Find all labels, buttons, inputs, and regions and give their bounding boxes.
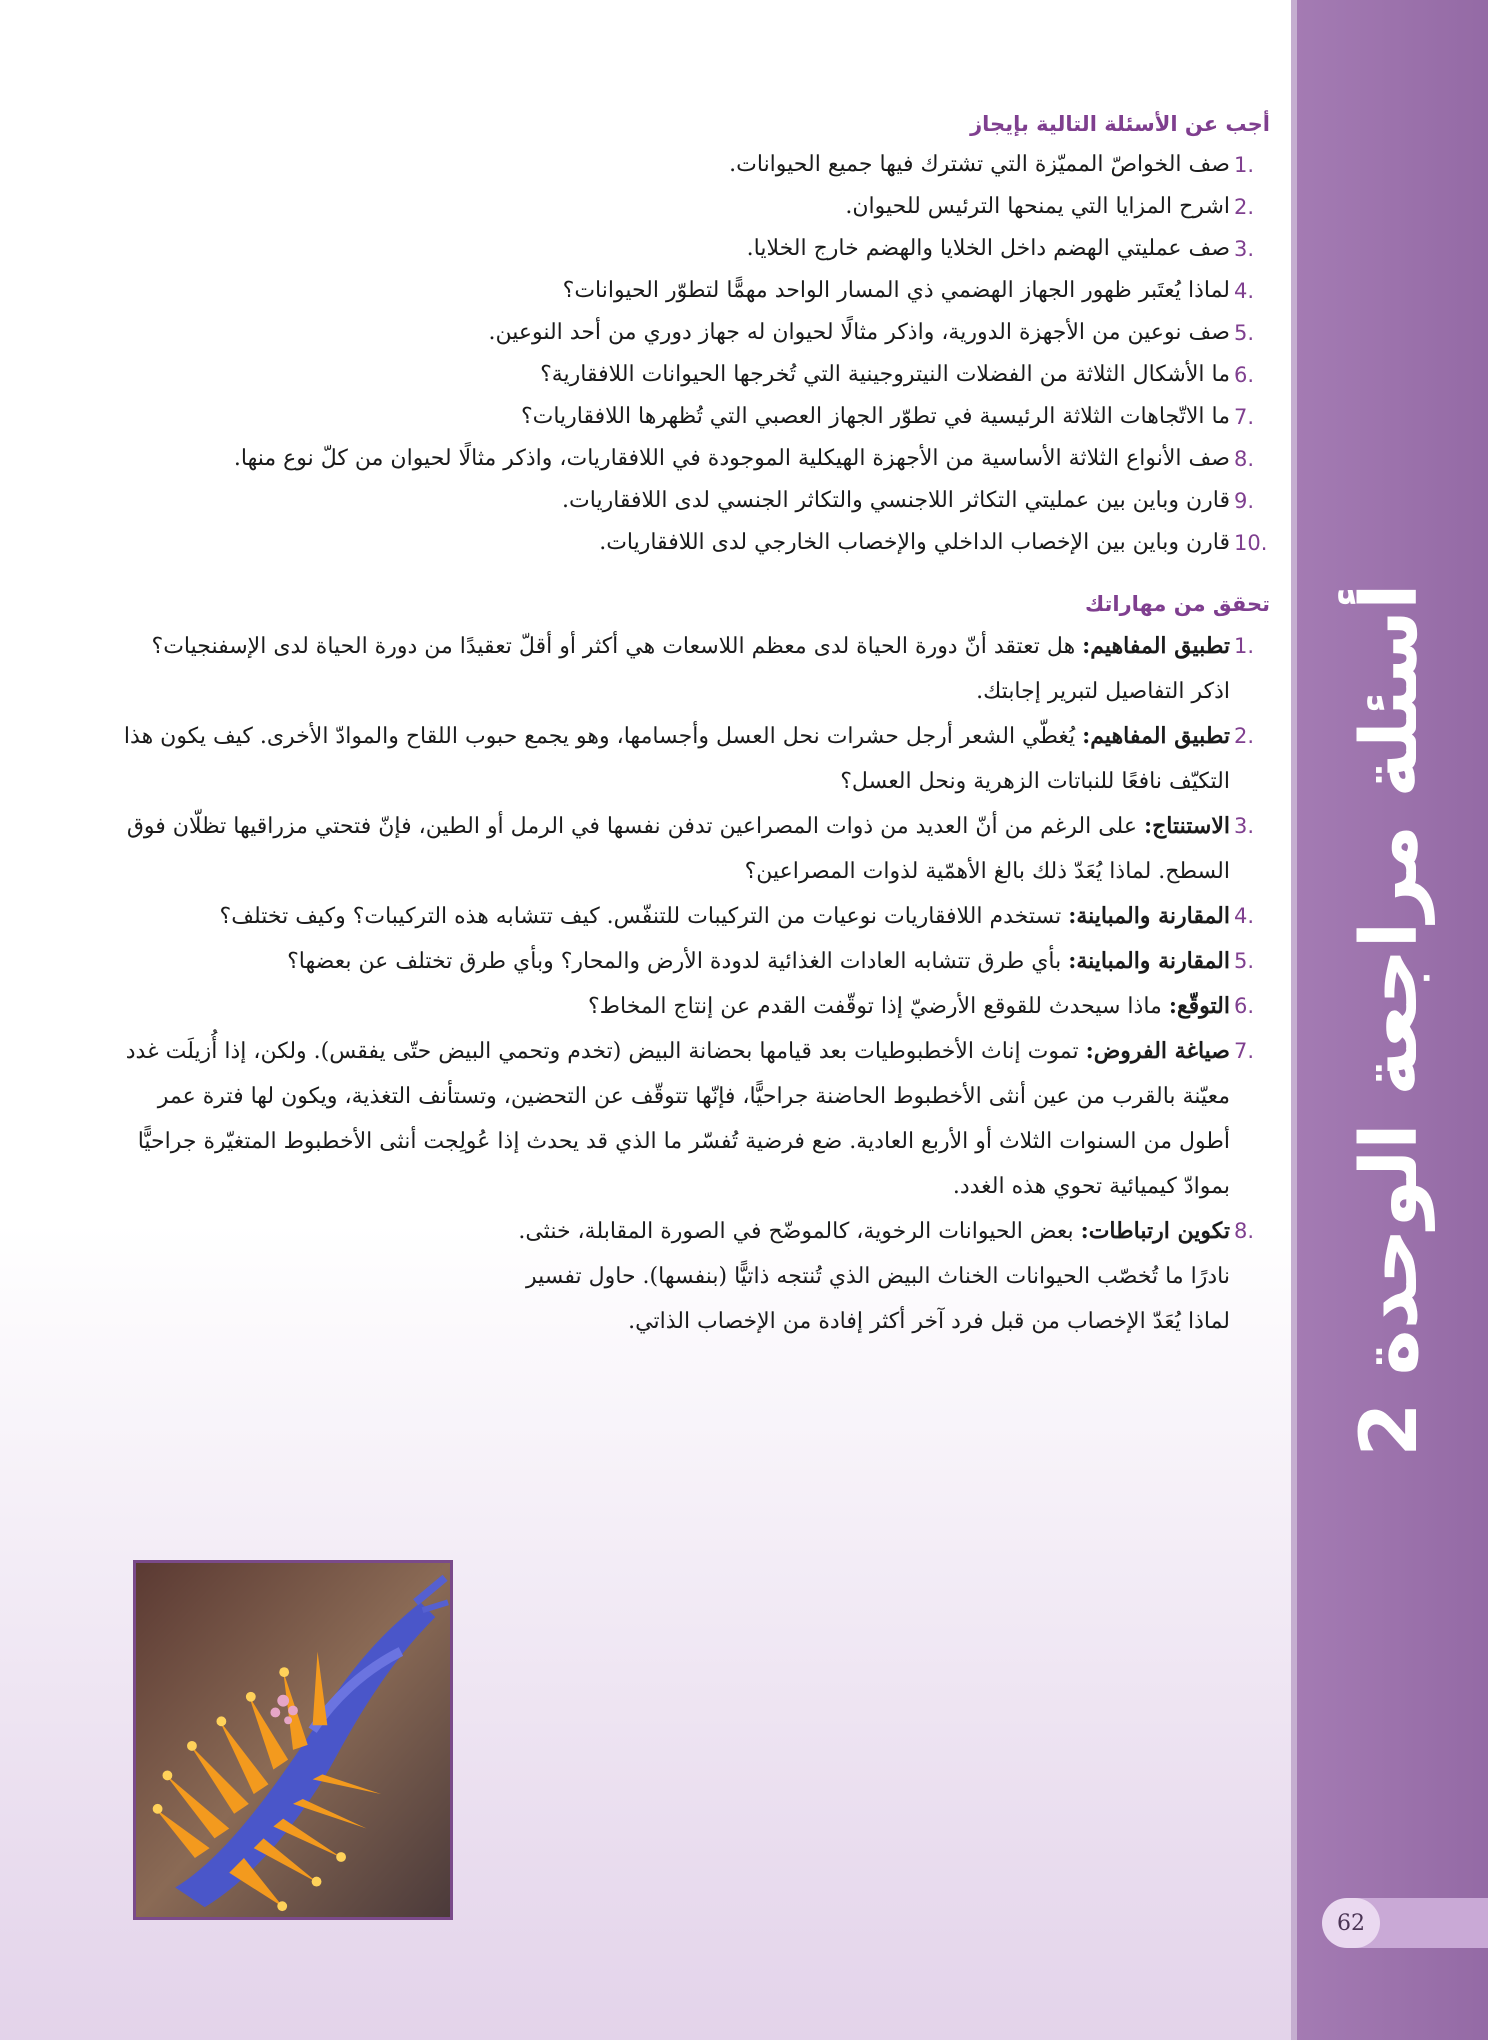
question-skill-label: تطبيق المفاهيم:: [1082, 633, 1230, 659]
list-item: [120, 438, 1270, 480]
page-content: [120, 112, 1270, 1344]
question-number: 1.: [1234, 634, 1255, 658]
question-number: 5.: [1234, 321, 1255, 345]
question-number: 2.: [1234, 195, 1255, 219]
nudibranch-illustration: [136, 1563, 450, 1917]
question-skill-label: تكوين ارتباطات:: [1080, 1218, 1230, 1244]
question-text: ما الاتّجاهات الثلاثة الرئيسية في تطوّر الجهاز العصبي التي تُظهرها اللافقاريات؟: [520, 404, 1230, 429]
question-text: اشرح المزايا التي يمنحها الترئيس للحيوان.: [845, 194, 1230, 219]
question-number: 5.: [1234, 949, 1255, 973]
question-text: على الرغم من أنّ العديد من ذوات المصراعين تدفن نفسها في الرمل أو الطين، فإنّ فتحتي مزراقيها تظلّان فوق السطح. لماذا يُعَدّ ذلك بالغ الأهمّية لذوات المصراعين؟: [126, 814, 1230, 884]
list-item: [120, 984, 1270, 1029]
question-text: تستخدم اللافقاريات نوعيات من التركيبات للتنفّس. كيف تتشابه هذه التركيبات؟ وكيف تختلف؟: [219, 904, 1069, 929]
question-skill-label: صياغة الفروض:: [1085, 1038, 1230, 1064]
question-text: يُغطّي الشعر أرجل حشرات نحل العسل وأجسامها، وهو يجمع حبوب اللقاح والموادّ الأخرى. كيف يكون هذا التكيّف نافعًا للنباتات الزهرية ونحل العسل؟: [123, 724, 1230, 794]
question-number: 2.: [1234, 724, 1255, 748]
list-item: [120, 714, 1270, 804]
list-item: [120, 228, 1270, 270]
question-skill-label: المقارنة والمباينة:: [1068, 903, 1230, 929]
question-number: 8.: [1234, 1219, 1255, 1243]
section-heading-brief-answers: أجب عن الأسئلة التالية بإيجاز: [970, 112, 1270, 136]
list-item: [120, 1029, 1270, 1209]
question-number: 3.: [1234, 814, 1255, 838]
question-text: قارن وباين بين الإخصاب الداخلي والإخصاب الخارجي لدى اللافقاريات.: [599, 530, 1230, 555]
question-text: صف نوعين من الأجهزة الدورية، واذكر مثالًا لحيوان له جهاز دوري من أحد النوعين.: [488, 320, 1230, 345]
list-item: [120, 270, 1270, 312]
question-number: 6.: [1234, 363, 1255, 387]
list-item: [120, 186, 1270, 228]
question-skill-label: التوقّع:: [1168, 993, 1230, 1019]
question-text: بأي طرق تتشابه العادات الغذائية لدودة الأرض والمحار؟ وبأي طرق تختلف عن بعضها؟: [287, 949, 1069, 974]
question-number: 1.: [1234, 153, 1255, 177]
list-item: [120, 522, 1270, 564]
list-item: [120, 144, 1270, 186]
question-number: 4.: [1234, 279, 1255, 303]
list-item: [120, 939, 1270, 984]
nudibranch-photo: [133, 1560, 453, 1920]
question-text: تموت إناث الأخطبوطيات بعد قيامها بحضانة البيض (تخدم وتحمي البيض حتّى يفقس). ولكن، إذا أُزيلَت غدد معيّنة بالقرب من عين أنثى الأخطبوط الحاضنة جراحيًّا، فإنّها تتوقّف عن التحضين، وتستأنف التغذية، ويكون لها فترة عمر أطول من السنوات الثلاث أو الأربع العادية. ضع فرضية تُفسّر ما الذي قد يحدث إذا عُولِجت أنثى الأخطبوط المتغيّرة جراحيًّا بموادّ كيميائية تحوي هذه الغدد.: [125, 1039, 1230, 1199]
brief-questions-list: [120, 144, 1270, 564]
question-skill-label: تطبيق المفاهيم:: [1082, 723, 1230, 749]
question-skill-label: المقارنة والمباينة:: [1068, 948, 1230, 974]
question-text: صف عمليتي الهضم داخل الخلايا والهضم خارج الخلايا.: [746, 236, 1230, 261]
question-number: 9.: [1234, 489, 1255, 513]
question-number: 10.: [1234, 531, 1268, 555]
sidebar-title-text: أسئلة مراجعة الوحدة 2: [1345, 583, 1436, 1457]
list-item: [120, 894, 1270, 939]
question-text: صف الخواصّ المميّزة التي تشترك فيها جميع الحيوانات.: [729, 152, 1230, 177]
list-item: [120, 804, 1270, 894]
list-item: [120, 480, 1270, 522]
list-item: [490, 1209, 1270, 1344]
question-text: لماذا يُعتَبر ظهور الجهاز الهضمي ذي المسار الواحد مهمًّا لتطوّر الحيوانات؟: [562, 278, 1230, 303]
sidebar-title: [1330, 583, 1450, 1457]
list-item: [120, 354, 1270, 396]
question-text: ما الأشكال الثلاثة من الفضلات النيتروجينية التي تُخرجها الحيوانات اللافقارية؟: [540, 362, 1230, 387]
list-item: [120, 396, 1270, 438]
question-skill-label: الاستنتاج:: [1143, 813, 1230, 839]
list-item: [120, 624, 1270, 714]
question-number: 6.: [1234, 994, 1255, 1018]
question-text: هل تعتقد أنّ دورة الحياة لدى معظم اللاسعات هي أكثر أو أقلّ تعقيدًا من دورة الحياة لدى الإسفنجيات؟ اذكر التفاصيل لتبرير إجابتك.: [151, 634, 1230, 704]
question-number: 7.: [1234, 1039, 1255, 1063]
list-item: [120, 312, 1270, 354]
sidebar-edge: [1291, 0, 1297, 2040]
question-text: ماذا سيحدث للقوقع الأرضيّ إذا توقّفت القدم عن إنتاج المخاط؟: [587, 994, 1169, 1019]
question-text: قارن وباين بين عمليتي التكاثر اللاجنسي والتكاثر الجنسي لدى اللافقاريات.: [562, 488, 1230, 513]
page-number: 62: [1322, 1898, 1380, 1948]
question-number: 8.: [1234, 447, 1255, 471]
section-heading-check-skills: تحقق من مهاراتك: [1084, 592, 1270, 616]
question-number: 7.: [1234, 405, 1255, 429]
question-number: 4.: [1234, 904, 1255, 928]
question-text: بعض الحيوانات الرخوية، كالموضّح في الصورة المقابلة، خنثى. نادرًا ما تُخصّب الحيوانات الخناث البيض الذي تُنتجه ذاتيًّا (بنفسها). حاول تفسير لماذا يُعَدّ الإخصاب من قبل فرد آخر أكثر إفادة من الإخصاب الذاتي.: [518, 1219, 1230, 1334]
question-text: صف الأنواع الثلاثة الأساسية من الأجهزة الهيكلية الموجودة في اللافقاريات، واذكر مثالًا لحيوان من كلّ نوع منها.: [233, 446, 1230, 471]
skills-questions-list: [120, 624, 1270, 1344]
question-number: 3.: [1234, 237, 1255, 261]
